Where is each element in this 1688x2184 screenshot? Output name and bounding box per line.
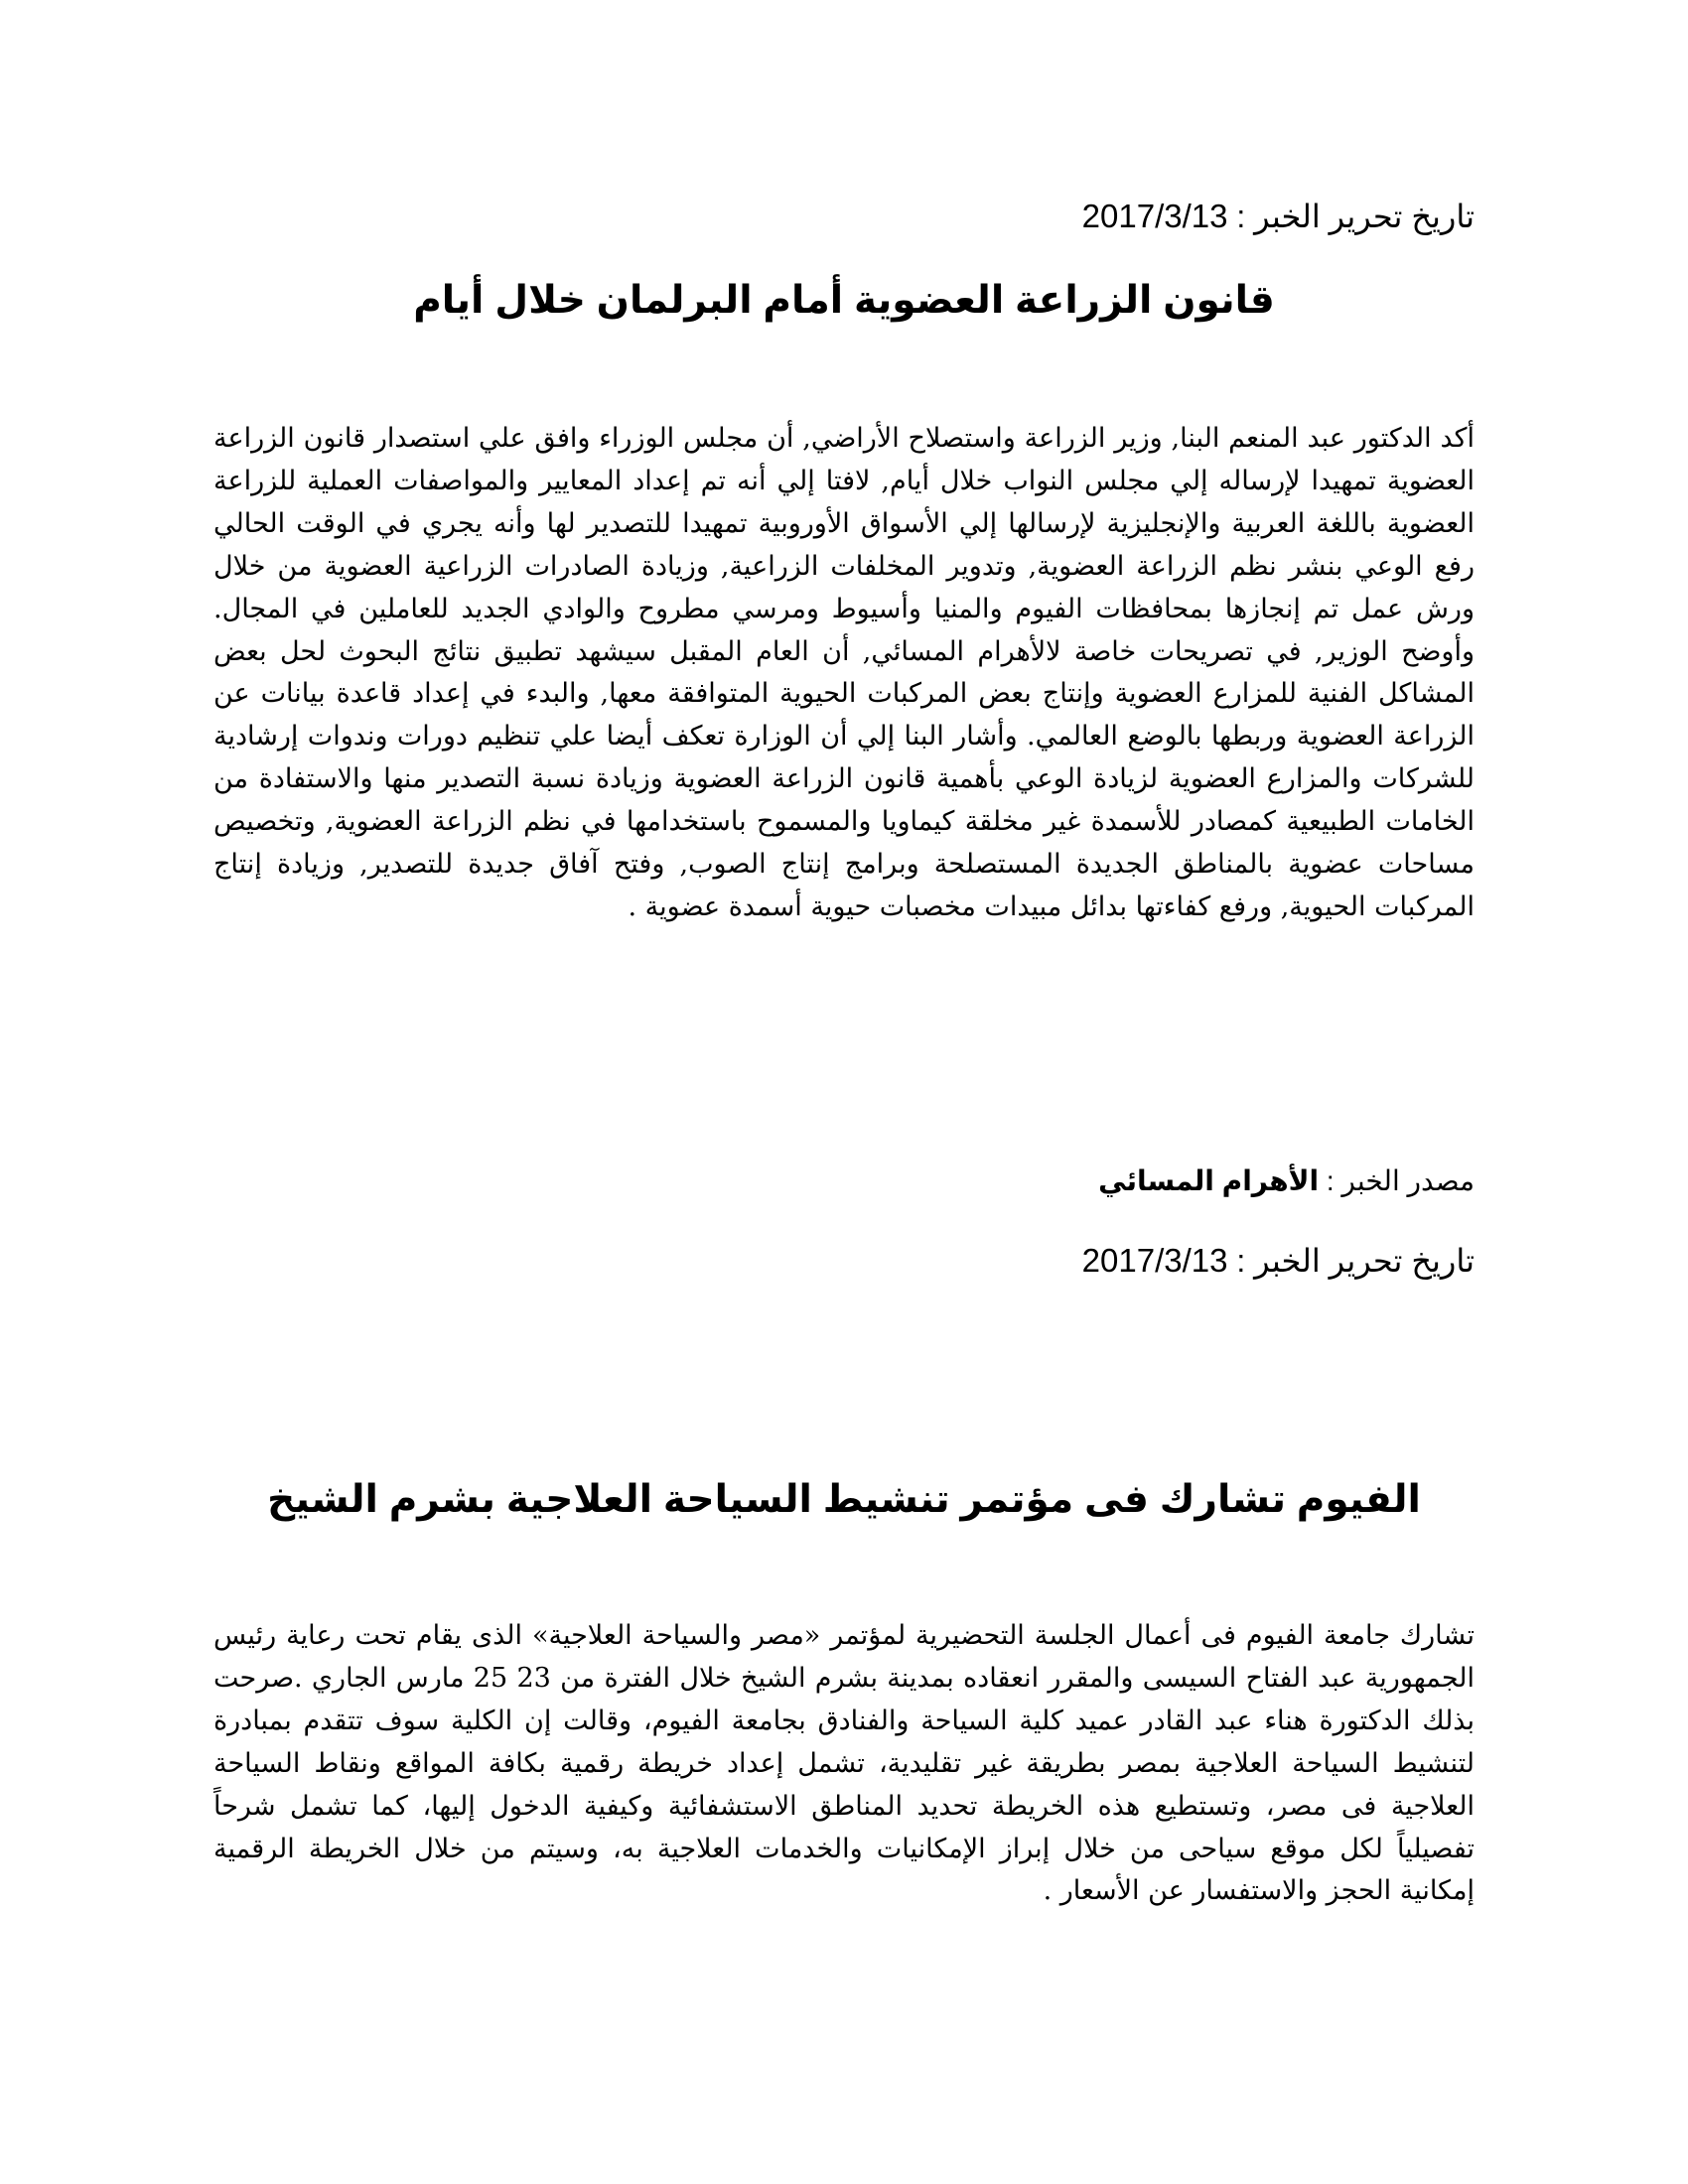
source-value: الأهرام المسائي	[1098, 1165, 1320, 1196]
article-source-line	[213, 1161, 1475, 1201]
article-date-line-footer	[213, 1241, 1475, 1281]
date-value: 2017/3/13	[1081, 198, 1228, 234]
date-value: 2017/3/13	[1081, 1242, 1228, 1279]
article-title: قانون الزراعة العضوية أمام البرلمان خلال أيام	[413, 279, 1275, 322]
date-label: تاريخ تحرير الخبر :	[1236, 1243, 1475, 1279]
date-label: تاريخ تحرير الخبر :	[1236, 199, 1475, 234]
article-title: الفيوم تشارك فى مؤتمر تنشيط السياحة العلاجية بشرم الشيخ	[267, 1478, 1421, 1521]
article-body: تشارك جامعة الفيوم فى أعمال الجلسة التحضيرية لمؤتمر «مصر والسياحة العلاجية» الذى يقام تحت رعاية رئيس الجمهورية عبد الفتاح السيسى والمقرر انعقاده بمدينة بشرم الشيخ خلال الفترة من 23 25 مارس الجاري .صرحت بذلك الدكتورة هناء عبد القادر عميد كلية السياحة والفنادق بجامعة الفيوم، وقالت إن الكلية سوف تتقدم بمبادرة لتنشيط السياحة العلاجية بمصر بطريقة غير تقليدية، تشمل إعداد خريطة رقمية بكافة المواقع ونقاط السياحة العلاجية فى مصر، وتستطيع هذه الخريطة تحديد المناطق الاستشفائية وكيفية الدخول إليها، كما تشمل شرحاً تفصيلياً لكل موقع سياحى من خلال إبراز الإمكانيات والخدمات العلاجية به، وسيتم من خلال الخريطة الرقمية إمكانية الحجز والاستفسار عن الأسعار .	[213, 1620, 1475, 1907]
article-date-line	[213, 197, 1475, 236]
article-body: أكد الدكتور عبد المنعم البنا, وزير الزراعة واستصلاح الأراضي, أن مجلس الوزراء وافق علي استصدار قانون الزراعة العضوية تمهيدا لإرساله إلي مجلس النواب خلال أيام, لافتا إلي أنه تم إعداد المعايير والمواصفات العملية للزراعة العضوية باللغة العربية والإنجليزية لإرسالها إلي الأسواق الأوروبية تمهيدا للتصدير لها وأنه يجري في الوقت الحالي رفع الوعي بنشر نظم الزراعة العضوية, وتدوير المخلفات الزراعية, وزيادة الصادرات الزراعية العضوية من خلال ورش عمل تم إنجازها بمحافظات الفيوم والمنيا وأسيوط ومرسي مطروح والوادي الجديد للعاملين في المجال. وأوضح الوزير, في تصريحات خاصة لالأهرام المسائي, أن العام المقبل سيشهد تطبيق نتائج البحوث لحل بعض المشاكل الفنية للمزارع العضوية وإنتاج بعض المركبات الحيوية المتوافقة معها, والبدء في إعداد قاعدة بيانات عن الزراعة العضوية وربطها بالوضع العالمي. وأشار البنا إلي أن الوزارة تعكف أيضا علي تنظيم دورات وندوات إرشادية للشركات والمزارع العضوية لزيادة الوعي بأهمية قانون الزراعة العضوية وزيادة نسبة التصدير منها والاستفادة من الخامات الطبيعية كمصادر للأسمدة غير مخلقة كيماويا والمسموح باستخدامها في نظم الزراعة العضوية, وتخصيص مساحات عضوية بالمناطق الجديدة المستصلحة وبرامج إنتاج الصوب, وفتح آفاق جديدة للتصدير, وزيادة إنتاج المركبات الحيوية, ورفع كفاءتها بدائل مبيدات مخصبات حيوية أسمدة عضوية .	[213, 423, 1475, 922]
source-label: مصدر الخبر :	[1326, 1165, 1475, 1196]
